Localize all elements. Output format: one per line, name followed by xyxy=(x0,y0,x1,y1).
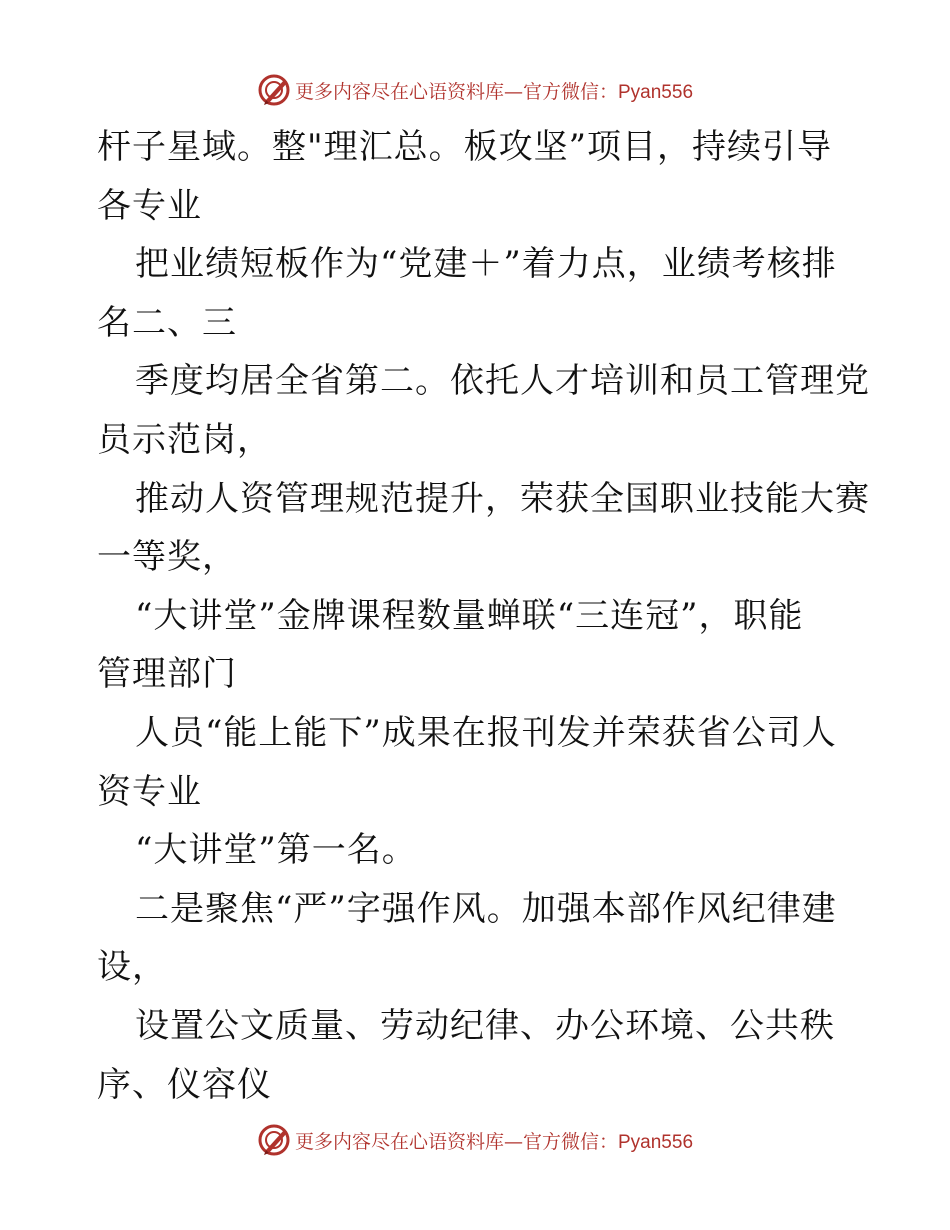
text-line: 二是聚焦“严”字强作风。加强本部作风纪律建 xyxy=(135,888,837,929)
footer-wechat-label: 官方微信： xyxy=(522,1130,618,1153)
text-line: 把业绩短板作为“党建＋”着力点，业绩考核排 xyxy=(135,244,837,285)
header-wechat-id: Pyan556 xyxy=(618,81,694,103)
text-line: 序、仪容仪 xyxy=(97,1064,272,1105)
footer-wechat-id: Pyan556 xyxy=(618,1131,694,1153)
header-wechat-label: 官方微信： xyxy=(522,80,618,103)
pen-logo-icon xyxy=(257,73,291,107)
footer-watermark-dash: — xyxy=(503,1130,523,1153)
header-watermark-title: 更多内容尽在心语资料库 xyxy=(294,80,504,103)
header-watermark-text xyxy=(295,77,693,104)
text-line: 管理部门 xyxy=(97,654,237,695)
text-line: 资专业 xyxy=(97,771,202,812)
text-line: 设置公文质量、劳动纪律、办公环境、公共秩 xyxy=(135,1005,835,1046)
footer-watermark-title: 更多内容尽在心语资料库 xyxy=(294,1130,504,1153)
text-line: 员示范岗， xyxy=(97,419,272,460)
text-line: “大讲堂”金牌课程数量蝉联“三连冠”，职能 xyxy=(135,595,804,636)
footer-watermark-text xyxy=(295,1127,693,1154)
text-line: 杆子星域。整"理汇总。板攻坚”项目，持续引导 xyxy=(97,127,833,167)
text-line: 设， xyxy=(97,947,167,988)
text-line: 人员“能上能下”成果在报刊发并荣获省公司人 xyxy=(135,712,837,753)
header-watermark-dash: — xyxy=(503,80,523,103)
text-line: “大讲堂”第一名。 xyxy=(135,830,417,871)
footer-watermark xyxy=(0,1120,950,1160)
text-line: 一等奖， xyxy=(97,537,237,578)
text-line: 名二、三 xyxy=(97,302,237,343)
text-line: 推动人资管理规范提升，荣获全国职业技能大赛 xyxy=(135,478,870,519)
header-watermark xyxy=(0,70,950,110)
pen-logo-icon xyxy=(257,1123,291,1157)
document-body xyxy=(97,118,870,1114)
text-line: 各专业 xyxy=(97,185,202,226)
text-line: 季度均居全省第二。依托人才培训和员工管理党 xyxy=(135,361,870,402)
